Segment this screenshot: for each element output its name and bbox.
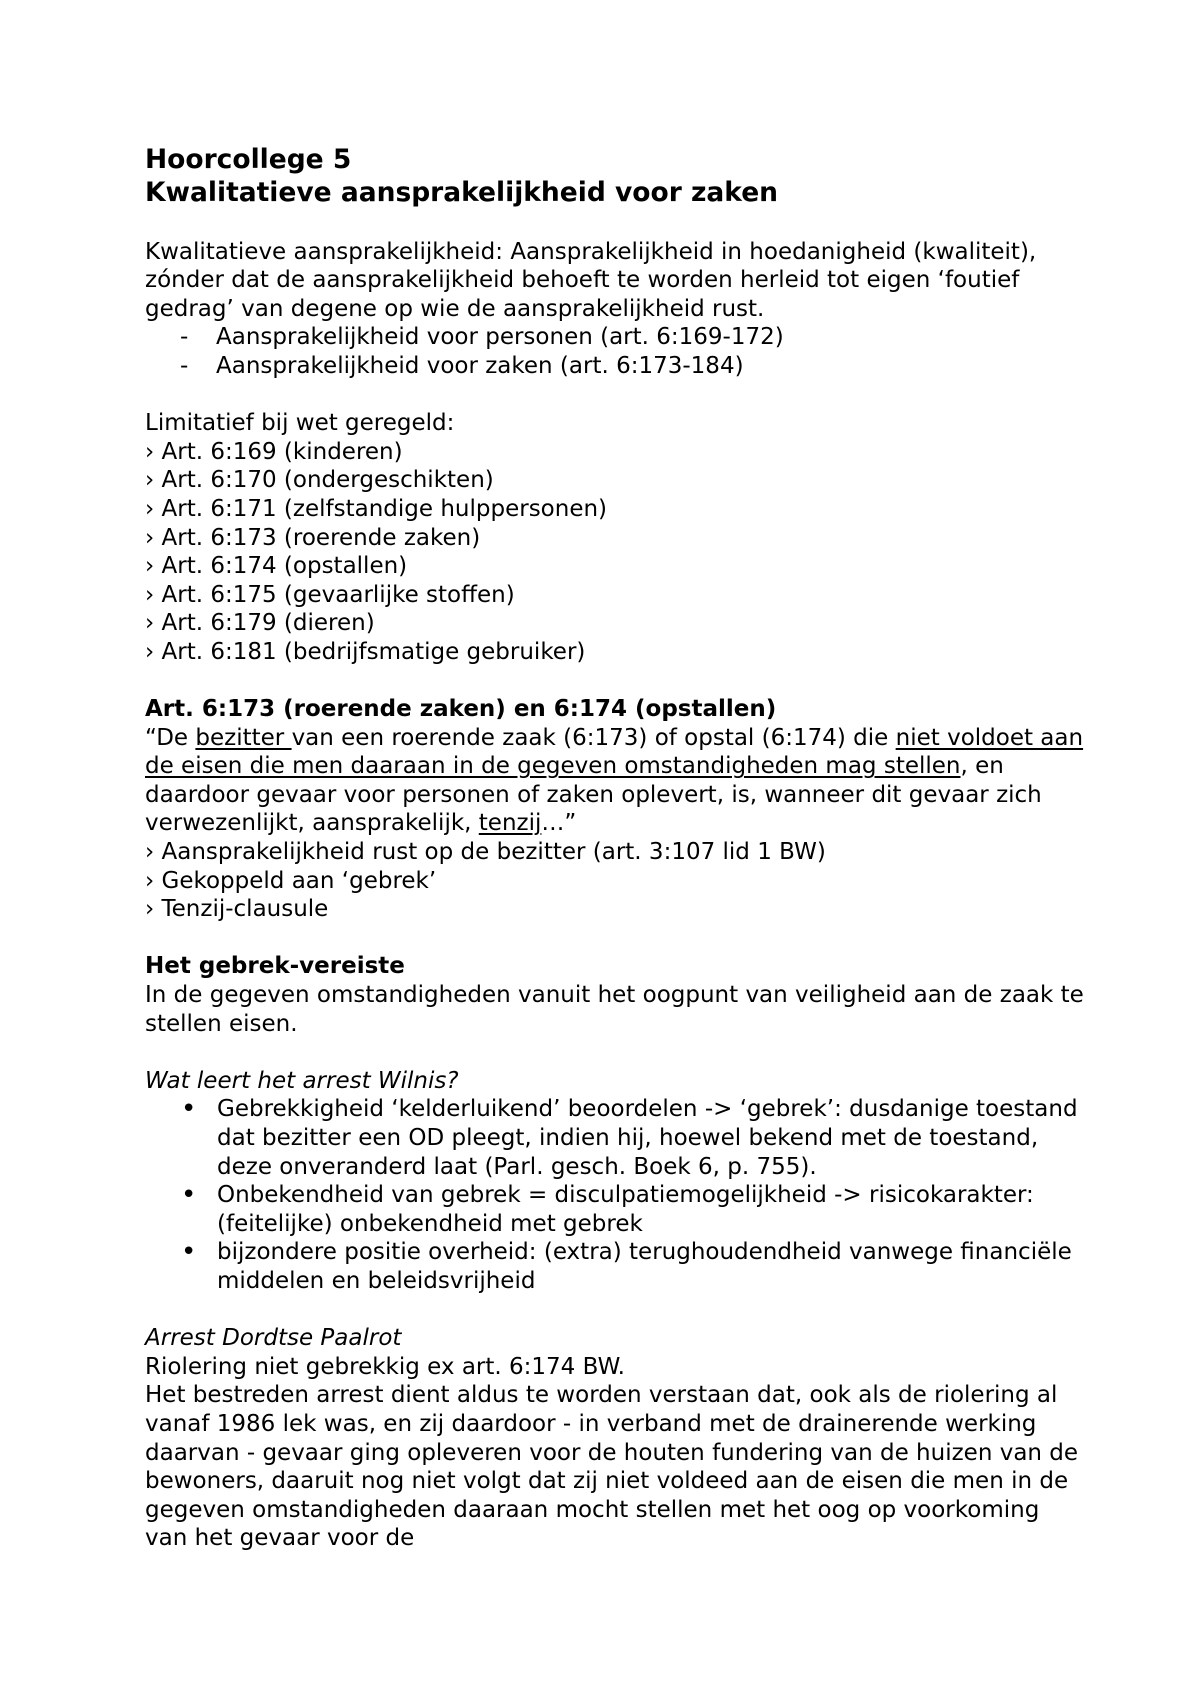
quote-underlined: niet voldoet aan de eisen die men daaraan in de gegeven omstandigheden mag stellen [145,724,1084,780]
list-item: › Tenzij-clausule [145,896,329,923]
list-item: › Art. 6:171 (zelfstandige hulppersonen) [145,495,608,522]
wilnis-bullet-list [145,1095,1085,1295]
quote-text: …” [541,810,577,837]
list-item: › Art. 6:179 (dieren) [145,610,375,637]
quote-text: , en daardoor gevaar voor personen of zaken oplevert, is, wanneer dit gevaar zich verwezenlijkt, aansprakelijk, [145,753,1042,837]
document-title: Hoorcollege 5 [145,144,352,175]
dordtse-heading: Arrest Dordtse Paalrot [145,1325,402,1352]
quote-underlined: bezitter [195,724,292,751]
list-item: › Art. 6:174 (opstallen) [145,553,408,580]
gebrek-paragraph: In de gegeven omstandigheden vanuit het oogpunt van veiligheid aan de zaak te stellen eisen. [145,982,1084,1037]
quote-underlined: tenzij [478,810,542,837]
art173-quote [145,724,1085,838]
quote-text: “De [145,724,196,751]
intro-paragraph: Kwalitatieve aansprakelijkheid: Aansprakelijkheid in hoedanigheid (kwaliteit), zónder dat de aansprakelijkheid behoeft te worden herleid tot eigen ‘foutief gedrag’ van degene op wie de aansprakelijkheid rust. [145,238,1037,322]
list-item: • bijzondere positie overheid: (extra) terughoudendheid vanwege financiële middelen en beleidsvrijheid [181,1238,1085,1295]
list-item: › Art. 6:173 (roerende zaken) [145,524,481,551]
quote-text: van een roerende zaak (6:173) of opstal (6:174) die [291,724,896,751]
dordtse-line: Riolering niet gebrekkig ex art. 6:174 BW. [145,1353,625,1380]
list-item: › Aansprakelijkheid rust op de bezitter (art. 3:107 lid 1 BW) [145,839,826,866]
list-item: › Gekoppeld aan ‘gebrek’ [145,867,437,894]
dordtse-paragraph: Het bestreden arrest dient aldus te worden verstaan dat, ook als de riolering al vanaf 1986 lek was, en zij daardoor - in verband met de drainerende werking daarvan - gevaar ging opleveren voor de houten fundering van de huizen van de bewoners, daaruit nog niet volgt dat zij niet voldeed aan de eisen die men in de gegeven omstandigheden daaraan mocht stellen met het oog op voorkoming van het gevaar voor de [145,1382,1079,1552]
document-page [145,143,1085,1553]
list-item: › Art. 6:181 (bedrijfsmatige gebruiker) [145,638,586,665]
list-item: - Aansprakelijkheid voor personen (art. 6:169-172) [180,323,1085,352]
intro-dash-list [145,323,1085,380]
list-item: • Gebrekkigheid ‘kelderluikend’ beoordelen -> ‘gebrek’: dusdanige toestand dat bezitter een OD pleegt, indien hij, hoewel bekend met de toestand, deze onveranderd laat (Parl. gesch. Boek 6, p. 755). [181,1095,1085,1181]
art173-heading: Art. 6:173 (roerende zaken) en 6:174 (opstallen) [145,696,777,723]
limitatief-heading: Limitatief bij wet geregeld: [145,410,455,437]
list-item: › Art. 6:169 (kinderen) [145,438,403,465]
list-item: • Onbekendheid van gebrek = disculpatiemogelijkheid -> risicokarakter: (feitelijke) onbekendheid met gebrek [181,1181,1085,1238]
document-subtitle: Kwalitatieve aansprakelijkheid voor zaken [145,177,779,208]
list-item: › Art. 6:170 (ondergeschikten) [145,467,494,494]
gebrek-heading: Het gebrek-vereiste [145,953,405,980]
wilnis-heading: Wat leert het arrest Wilnis? [145,1067,459,1094]
list-item: - Aansprakelijkheid voor zaken (art. 6:173-184) [180,352,1085,381]
list-item: › Art. 6:175 (gevaarlijke stoffen) [145,581,515,608]
limitatief-list [145,438,1085,667]
